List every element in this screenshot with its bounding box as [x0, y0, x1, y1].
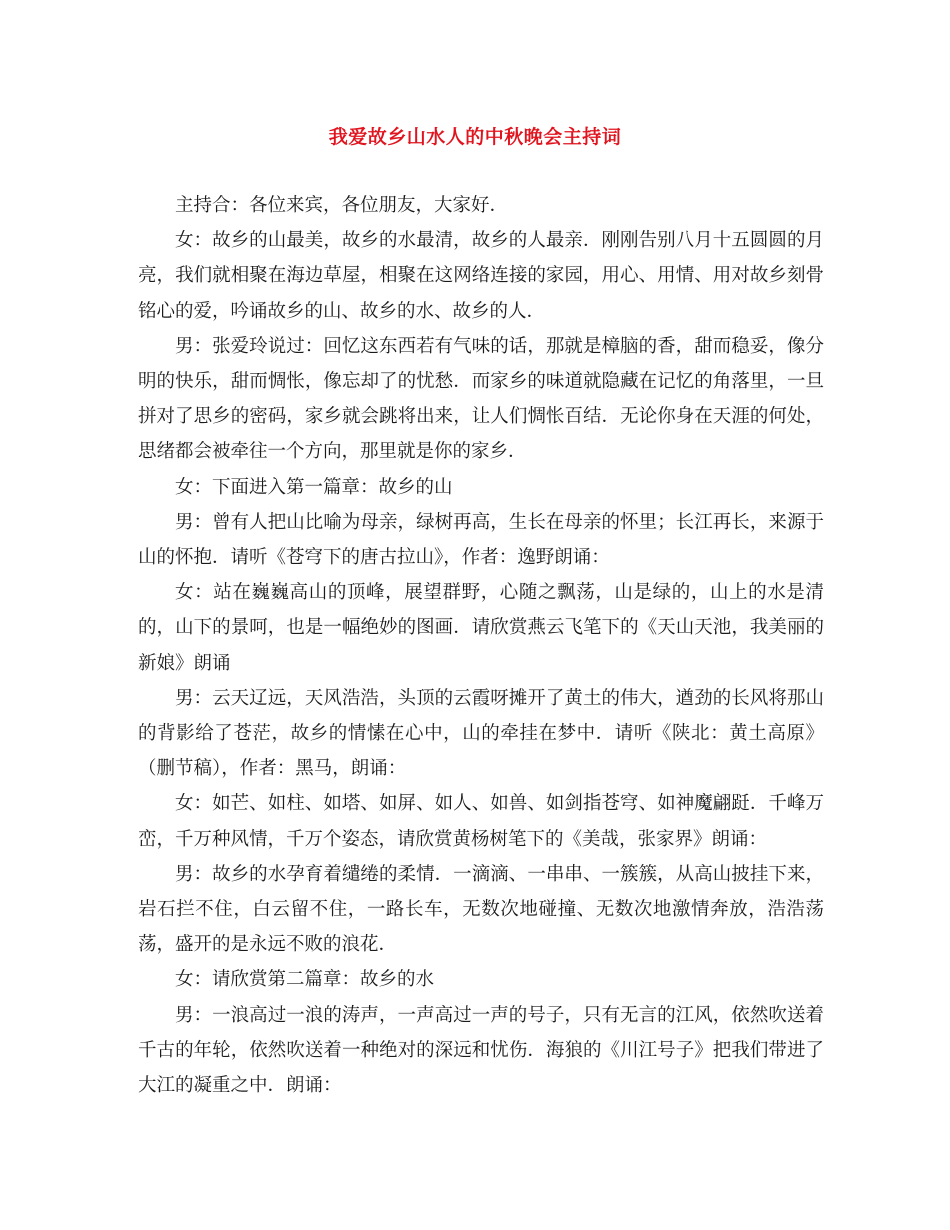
paragraph-loess-plateau: 男：云天辽远，天风浩浩，头顶的云霞呀摊开了黄土的伟大，遒劲的长风将那山的背影给了苍茫，故乡的情愫在心中，山的牵挂在梦中．请听《陕北：黄土高原》（删节稿），作者：黑马，朗诵：	[138, 687, 824, 780]
paragraph-water-tenderness: 男：故乡的水孕育着缱绻的柔情．一滴滴、一串串、一簇簇，从高山披挂下来，岩石拦不住，白云留不住，一路长车，无数次地碰撞、无数次地激情奔放，浩浩荡荡，盛开的是永远不败的浪花．	[138, 863, 824, 956]
paragraph-male-memory: 男：张爱玲说过：回忆这东西若有气味的话，那就是樟脑的香，甜而稳妥，像分明的快乐，甜而惆怅，像忘却了的忧愁．而家乡的味道就隐藏在记忆的角落里，一旦拼对了思乡的密码，家乡就会跳将出来，让人们惆怅百结．无论你身在天涯的何处，思绪都会被牵往一个方向，那里就是你的家乡．	[138, 335, 824, 463]
paragraph-river-chant: 男：一浪高过一浪的涛声，一声高过一声的号子，只有无言的江风，依然吹送着千古的年轮，依然吹送着一种绝对的深远和忧伤．海狼的《川江号子》把我们带进了大江的凝重之中．朗诵：	[138, 1004, 824, 1097]
paragraph-chapter-two: 女：请欣赏第二篇章：故乡的水	[175, 969, 435, 991]
document-title: 我爱故乡山水人的中秋晚会主持词	[328, 126, 622, 148]
paragraph-zhangjiajie: 女：如芒、如柱、如塔、如屏、如人、如兽、如剑指苍穹、如神魔翩跹．千峰万峦，千万种风情，千万个姿态，请欣赏黄杨树笔下的《美哉，张家界》朗诵：	[138, 793, 824, 850]
paragraph-female-intro: 女：故乡的山最美，故乡的水最清，故乡的人最亲．刚刚告别八月十五圆圆的月亮，我们就相聚在海边草屋，相聚在这网络连接的家园，用心、用情、用对故乡刻骨铭心的爱，吟诵故乡的山、故乡的水、故乡的人．	[138, 230, 824, 322]
paragraph-mountain-peak: 女：站在巍巍高山的顶峰，展望群野，心随之飘荡，山是绿的，山上的水是清的，山下的景呵，也是一幅绝妙的图画．请欣赏燕云飞笔下的《天山天池，我美丽的新娘》朗诵	[138, 582, 824, 674]
paragraph-chapter-one: 女：下面进入第一篇章：故乡的山	[175, 476, 453, 498]
paragraph-host-greeting: 主持合：各位来宾，各位朋友，大家好．	[175, 195, 509, 216]
document-body	[138, 188, 824, 1103]
paragraph-mountain-mother: 男：曾有人把山比喻为母亲，绿树再高，生长在母亲的怀里；长江再长，来源于山的怀抱．请听《苍穹下的唐古拉山》，作者：逸野朗诵：	[138, 511, 824, 569]
